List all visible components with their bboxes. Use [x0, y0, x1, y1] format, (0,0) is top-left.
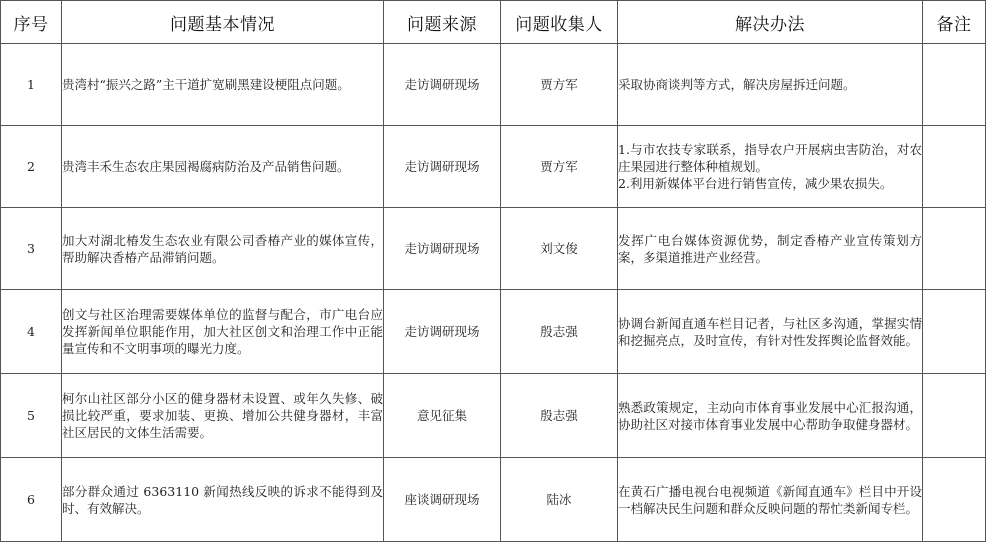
header-row	[1, 1, 986, 44]
row-source: 走访调研现场	[384, 126, 501, 208]
row-collector: 陆冰	[501, 458, 618, 542]
row-collector: 贾方军	[501, 126, 618, 208]
row-collector: 殷志强	[501, 290, 618, 374]
row-description: 柯尔山社区部分小区的健身器材未设置、或年久失修、破损比较严重，要求加装、更换、增加公共健身器材，丰富社区居民的文体生活需要。	[62, 374, 384, 458]
table-row	[1, 126, 986, 208]
row-note	[923, 208, 986, 290]
row-number: 4	[1, 290, 62, 374]
header-solution: 解决办法	[618, 1, 923, 44]
solution-item: 1.与市农技专家联系，指导农户开展病虫害防治，对农庄果园进行整体种植规划。	[618, 142, 922, 174]
table-row	[1, 44, 986, 126]
header-no: 序号	[1, 1, 62, 44]
row-number: 3	[1, 208, 62, 290]
row-source: 意见征集	[384, 374, 501, 458]
row-note	[923, 290, 986, 374]
row-number: 6	[1, 458, 62, 542]
row-description: 贵湾丰禾生态农庄果园褐腐病防治及产品销售问题。	[62, 126, 384, 208]
row-note	[923, 44, 986, 126]
header-note: 备注	[923, 1, 986, 44]
table-row	[1, 458, 986, 542]
row-description: 创文与社区治理需要媒体单位的监督与配合，市广电台应发挥新闻单位职能作用，加大社区创文和治理工作中正能量宣传和不文明事项的曝光力度。	[62, 290, 384, 374]
row-collector: 刘文俊	[501, 208, 618, 290]
row-collector: 殷志强	[501, 374, 618, 458]
row-description: 加大对湖北椿发生态农业有限公司香椿产业的媒体宣传，帮助解决香椿产品滞销问题。	[62, 208, 384, 290]
row-note	[923, 374, 986, 458]
row-solution: 熟悉政策规定，主动向市体育事业发展中心汇报沟通，协助社区对接市体育事业发展中心帮助争取健身器材。	[618, 374, 923, 458]
row-number: 2	[1, 126, 62, 208]
row-number: 1	[1, 44, 62, 126]
header-collector: 问题收集人	[501, 1, 618, 44]
row-solution: 在黄石广播电视台电视频道《新闻直通车》栏目中开设一档解决民生问题和群众反映问题的帮忙类新闻专栏。	[618, 458, 923, 542]
table-row	[1, 208, 986, 290]
row-number: 5	[1, 374, 62, 458]
table-row	[1, 290, 986, 374]
row-solution	[618, 126, 923, 208]
row-solution: 采取协商谈判等方式，解决房屋拆迁问题。	[618, 44, 923, 126]
row-collector: 贾方军	[501, 44, 618, 126]
table-row	[1, 374, 986, 458]
row-solution: 发挥广电台媒体资源优势，制定香椿产业宣传策划方案，多渠道推进产业经营。	[618, 208, 923, 290]
row-solution: 协调台新闻直通车栏目记者，与社区多沟通，掌握实情和挖掘亮点，及时宣传，有针对性发挥舆论监督效能。	[618, 290, 923, 374]
row-source: 走访调研现场	[384, 44, 501, 126]
header-source: 问题来源	[384, 1, 501, 44]
solution-item: 2.利用新媒体平台进行销售宣传，减少果农损失。	[618, 176, 893, 191]
row-source: 座谈调研现场	[384, 458, 501, 542]
row-source: 走访调研现场	[384, 208, 501, 290]
row-description: 贵湾村“振兴之路”主干道扩宽刷黑建设梗阻点问题。	[62, 44, 384, 126]
header-description: 问题基本情况	[62, 1, 384, 44]
row-source: 走访调研现场	[384, 290, 501, 374]
row-description: 部分群众通过 6363110 新闻热线反映的诉求不能得到及时、有效解决。	[62, 458, 384, 542]
row-note	[923, 458, 986, 542]
row-note	[923, 126, 986, 208]
